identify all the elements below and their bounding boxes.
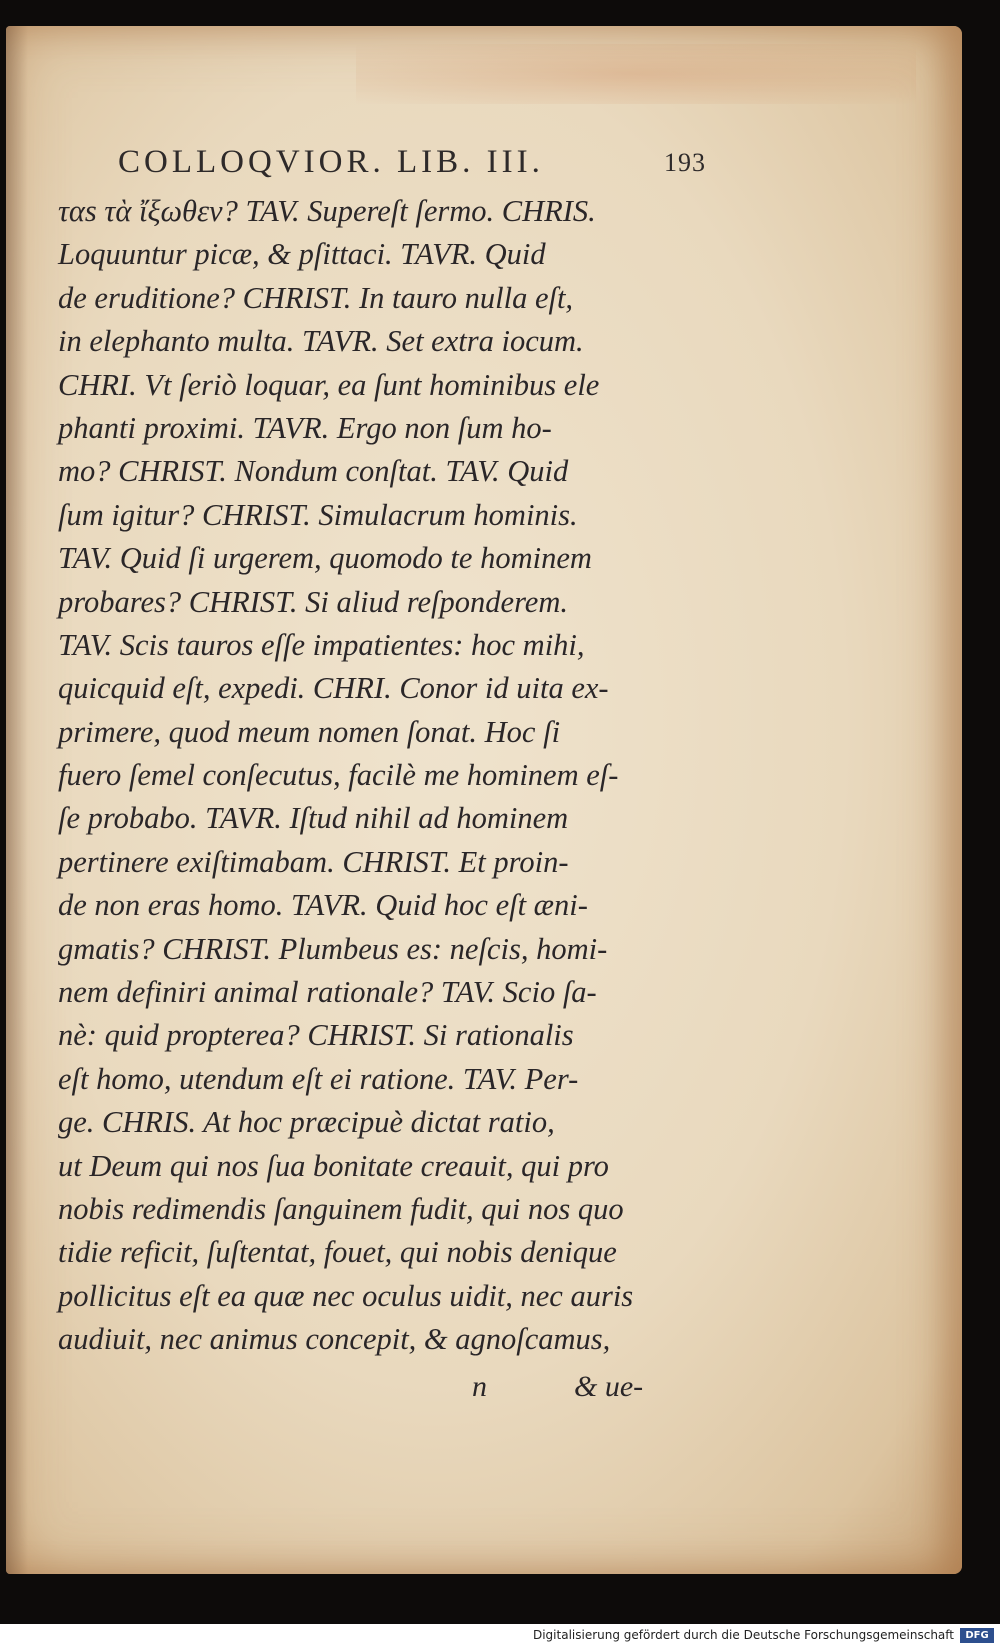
text-line: fuero ſemel conſecutus, facilè me hominem eſ- bbox=[58, 758, 619, 793]
text-line: mo? CHRIST. Nondum conſtat. TAV. Quid bbox=[58, 454, 569, 489]
text-line: audiuit, nec animus concepit, & agnoſcamus, bbox=[58, 1322, 611, 1357]
footer-bar bbox=[0, 1624, 1000, 1649]
text-line: probares? CHRIST. Si aliud reſponderem. bbox=[58, 584, 568, 619]
dfg-logo: DFG bbox=[960, 1628, 994, 1643]
text-block bbox=[58, 190, 708, 1362]
text-line: phanti proximi. TAVR. Ergo non ſum ho- bbox=[58, 410, 552, 445]
text-line: ſum igitur? CHRIST. Simulacrum hominis. bbox=[58, 497, 578, 532]
text-line: nem definiri animal rationale? TAV. Scio ſa- bbox=[58, 975, 597, 1010]
text-line: eſt homo, utendum eſt ei ratione. TAV. Per- bbox=[58, 1061, 579, 1096]
text-line: primere, quod meum nomen ſonat. Hoc ſi bbox=[58, 714, 561, 749]
text-line: ge. CHRIS. At hoc præcipuè dictat ratio, bbox=[58, 1105, 555, 1140]
text-line: Loquuntur picæ, & pſittaci. TAVR. Quid bbox=[58, 237, 546, 272]
text-line: in elephanto multa. TAVR. Set extra iocum. bbox=[58, 324, 584, 359]
page-number: 193 bbox=[664, 148, 706, 177]
text-line: CHRI. Vt ſeriò loquar, ea ſunt hominibus ele bbox=[58, 367, 600, 402]
catchword: & ue- bbox=[574, 1370, 644, 1403]
text-line: pertinere exiſtimabam. CHRIST. Et proin- bbox=[58, 844, 569, 879]
signature-mark: n bbox=[472, 1370, 487, 1403]
text-line: ſe probabo. TAVR. Iſtud nihil ad hominem bbox=[58, 801, 569, 836]
text-line: tidie reficit, ſuſtentat, fouet, qui nobis denique bbox=[58, 1235, 617, 1270]
running-header bbox=[118, 126, 706, 186]
text-line: nobis redimendis ſanguinem fudit, qui nos quo bbox=[58, 1191, 624, 1226]
gutter-shadow bbox=[6, 26, 28, 1574]
text-line: pollicitus eſt ea quæ nec oculus uidit, nec auris bbox=[58, 1278, 634, 1313]
running-title: COLLOQVIOR. LIB. III. bbox=[118, 144, 544, 180]
text-line: TAV. Scis tauros eſſe impatientes: hoc mihi, bbox=[58, 627, 585, 662]
text-line: ut Deum qui nos ſua bonitate creauit, qui pro bbox=[58, 1148, 609, 1183]
text-line: ταs τὰ ἴξωθεν? TAV. Supereſt ſermo. CHRIS. bbox=[58, 194, 596, 228]
funding-credit: Digitalisierung gefördert durch die Deutsche Forschungsgemeinschaft bbox=[532, 1628, 954, 1642]
text-line: quicquid eſt, expedi. CHRI. Conor id uita ex- bbox=[58, 671, 609, 706]
text-line: de eruditione? CHRIST. In tauro nulla eſt, bbox=[58, 280, 574, 315]
book-page bbox=[6, 26, 962, 1574]
text-line: TAV. Quid ſi urgerem, quomodo te hominem bbox=[58, 541, 592, 576]
text-line: de non eras homo. TAVR. Quid hoc eſt æni- bbox=[58, 888, 588, 923]
text-line: nè: quid propterea? CHRIST. Si rationalis bbox=[58, 1018, 574, 1053]
paper-stain bbox=[356, 44, 916, 104]
text-line: gmatis? CHRIST. Plumbeus es: neſcis, homi- bbox=[58, 931, 608, 966]
